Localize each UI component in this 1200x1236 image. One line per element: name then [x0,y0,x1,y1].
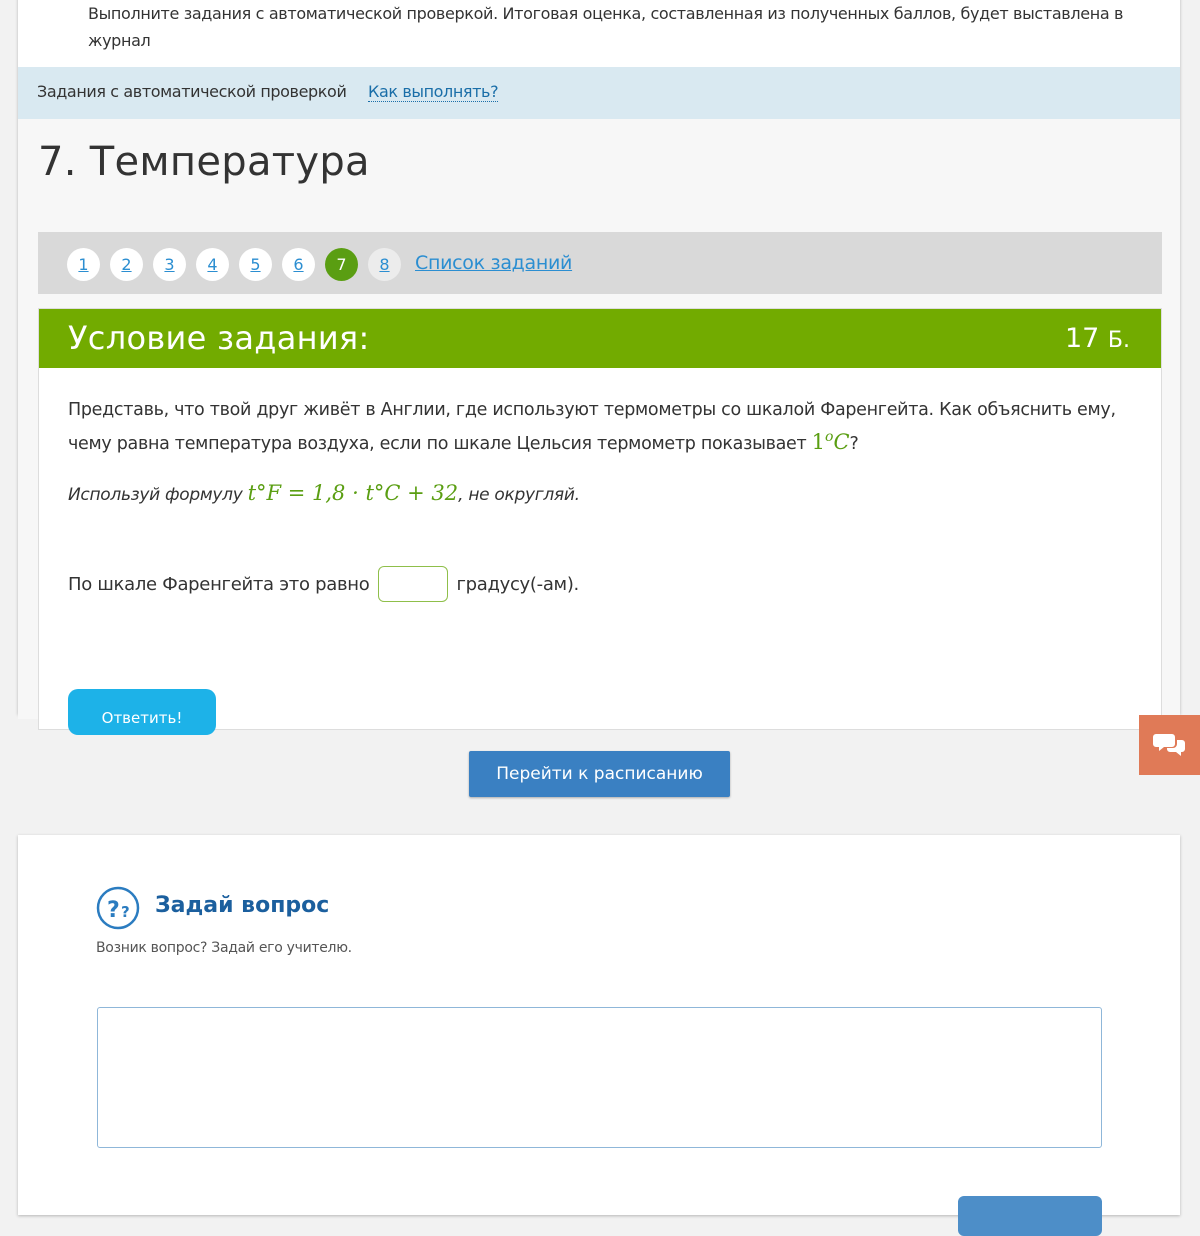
points-badge [1065,323,1130,354]
page-link-3[interactable]: 3 [153,248,186,281]
temperature-formula [812,430,850,454]
temp-value: 1 [811,430,826,454]
ask-question-title: Задай вопрос [155,893,330,918]
task-pager [38,232,1162,294]
chat-bubbles-icon [1154,732,1186,758]
hint-suffix: , не округляй. [458,485,580,505]
condition-header [39,309,1161,368]
task-area [18,119,1180,727]
go-to-schedule-button[interactable]: Перейти к расписанию [469,751,730,797]
page-link-2[interactable]: 2 [110,248,143,281]
page-link-8[interactable]: 8 [368,248,401,281]
page-link-5[interactable]: 5 [239,248,272,281]
answer-input[interactable] [378,566,448,602]
task-card [18,0,1180,727]
send-question-button[interactable] [958,1196,1102,1236]
svg-text:?: ? [107,898,120,923]
chat-tab-button[interactable] [1139,715,1200,775]
hint-prefix: Используй формулу [68,485,248,505]
task-title: 7. Температура [38,139,370,185]
ask-question-subtitle: Возник вопрос? Задай его учителю. [96,940,352,956]
how-to-link[interactable]: Как выполнять? [368,82,499,101]
answer-suffix: градусу(-ам). [456,573,579,595]
page-link-1[interactable]: 1 [67,248,100,281]
answer-prefix: По шкале Фаренгейта это равно [68,573,370,595]
task-condition [38,308,1162,730]
condition-heading: Условие задания: [68,319,370,357]
ask-question-card [18,835,1180,1215]
auto-check-bar [18,67,1180,119]
question-mark-icon [96,886,140,930]
condition-text [68,397,1118,458]
intro-text: Выполните задания с автоматической проверкой. Итоговая оценка, составленная из полученных баллов, будет выставлена в журнал [88,4,1124,50]
answer-row [68,563,579,605]
fahrenheit-formula: t°F = 1,8 · t°C + 32 [247,481,459,505]
question-textarea[interactable] [97,1007,1102,1148]
page-link-4[interactable]: 4 [196,248,229,281]
condition-text-end: ? [849,434,859,454]
page-link-7-current[interactable]: 7 [325,248,358,281]
formula-hint [68,481,580,505]
points-unit: Б. [1107,328,1130,353]
temp-unit: C [833,430,850,454]
svg-text:?: ? [121,903,130,921]
task-list-link[interactable]: Список заданий [415,252,573,274]
page-link-6[interactable]: 6 [282,248,315,281]
auto-check-label: Задания с автоматической проверкой [37,82,347,101]
temp-degree: o [825,429,834,445]
condition-text-main: Представь, что твой друг живёт в Англии, где используют термометры со шкалой Фаренгейта. Как объяснить ему, чему равна температура воздуха, если по шкале Цельсия термометр показывает [68,400,1116,454]
submit-answer-button[interactable]: Ответить! [68,689,216,735]
points-value: 17 [1064,323,1100,354]
